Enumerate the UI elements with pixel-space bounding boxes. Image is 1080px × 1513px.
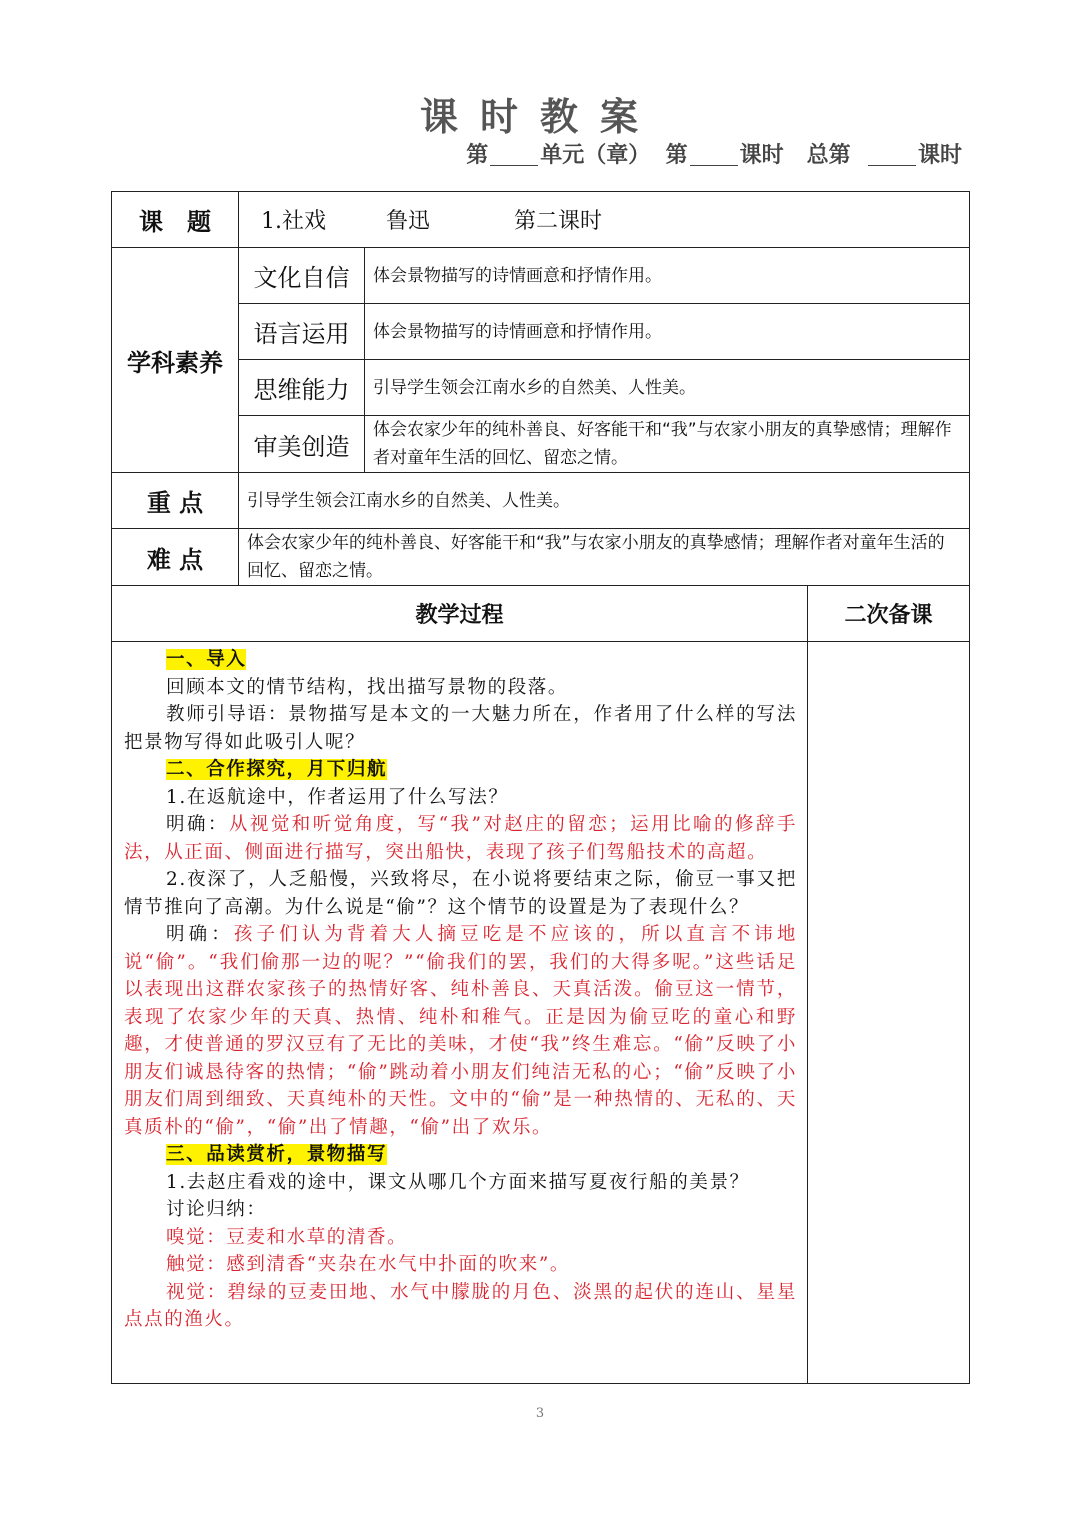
- lesson-count-line: [466, 138, 962, 169]
- paragraph: 讨论归纳：: [166, 1199, 267, 1220]
- topic-value: [239, 192, 970, 248]
- section-title-explore: 二、合作探究，月下归航: [166, 759, 388, 780]
- answer-text: 从视觉和听觉角度，写“我”对赵庄的留恋；运用比喻的修辞手法，从正面、侧面进行描写，突出船快，表现了孩子们驾船技术的高超。: [124, 814, 797, 863]
- section-title-appreciate: 三、品读赏析，景物描写: [166, 1144, 388, 1165]
- sense-touch: 触觉：感到清香“夹杂在水气中扑面的吹来”。: [166, 1254, 571, 1275]
- process-body-row: [112, 642, 970, 1384]
- process-header-row: [112, 586, 970, 642]
- topic-label: 课 题: [112, 192, 239, 248]
- key-point-row: [112, 473, 970, 529]
- literacy-item-label: 思维能力: [239, 360, 365, 416]
- process-content: [112, 642, 808, 1384]
- literacy-item-text: 体会景物描写的诗情画意和抒情作用。: [365, 248, 970, 304]
- question: 1.在返航途中，作者运用了什么写法？: [166, 786, 509, 808]
- key-point-label: 重 点: [112, 473, 239, 529]
- lesson-label-2: 课时: [917, 143, 962, 168]
- literacy-item-text: 引导学生领会江南水乡的自然美、人性美。: [365, 360, 970, 416]
- literacy-item-text: 体会景物描写的诗情画意和抒情作用。: [365, 304, 970, 360]
- literacy-label: 学科素养: [112, 248, 239, 473]
- literacy-item-label: 文化自信: [239, 248, 365, 304]
- difficult-point-text: 体会农家少年的纯朴善良、好客能干和“我”与农家小朋友的真挚感情；理解作者对童年生活的回忆、留恋之情。: [239, 529, 970, 586]
- answer-text: 孩子们认为背着大人摘豆吃是不应该的，所以直言不讳地说“偷”。“我们偷那一边的呢？”“偷我们的罢，我们的大得多呢。”这些话足以表现出这群农家孩子的热情好客、纯朴善良、天真活泼。偷豆这一情节，表现了农家少年的天真、热情、纯朴和稚气。正是因为偷豆吃的童心和野趣，才使普通的罗汉豆有了无比的美味，才使“我”终生难忘。“偷”反映了小朋友们诚恳待客的热情；“偷”跳动着小朋友们纯洁无私的心；“偷”反映了小朋友们周到细致、天真纯朴的天性。文中的“偷”是一种热情的、无私的、天真质朴的“偷”，“偷”出了情趣，“偷”出了欢乐。: [124, 924, 797, 1138]
- answer-prefix: 明确：: [166, 924, 234, 945]
- topic-author: 鲁迅: [386, 209, 431, 234]
- literacy-item-text: 体会农家少年的纯朴善良、好客能干和“我”与农家小朋友的真挚感情；理解作者对童年生活的回忆、留恋之情。: [365, 416, 970, 473]
- key-point-text: 引导学生领会江南水乡的自然美、人性美。: [239, 473, 970, 529]
- second-prep-notes[interactable]: [808, 642, 970, 1384]
- di-label-1: 第: [466, 143, 489, 168]
- second-prep-header: 二次备课: [808, 586, 970, 642]
- difficult-point-label: 难 点: [112, 529, 239, 586]
- lesson-blank[interactable]: [690, 145, 738, 166]
- topic-period: 第二课时: [514, 209, 603, 234]
- paragraph: 回顾本文的情节结构，找出描写景物的段落。: [166, 676, 569, 698]
- answer-prefix: 明确：: [166, 814, 229, 835]
- lesson-plan-table: [111, 191, 970, 1384]
- lesson-label: 课时: [739, 143, 784, 168]
- literacy-row-4: [112, 416, 970, 473]
- literacy-item-label: 语言运用: [239, 304, 365, 360]
- process-header: 教学过程: [112, 586, 808, 642]
- topic-row: [112, 192, 970, 248]
- question: 2.夜深了，人乏船慢，兴致将尽，在小说将要结束之际，偷豆一事又把情节推向了高潮。为什么说是“偷”？这个情节的设置是为了表现什么？: [124, 869, 797, 918]
- topic-lesson-title: 1.社戏: [261, 209, 326, 234]
- unit-label: 单元（章）: [540, 143, 651, 168]
- unit-blank[interactable]: [490, 145, 538, 166]
- page-title: 课时教案: [419, 94, 660, 139]
- question: 1.去赵庄看戏的途中，课文从哪几个方面来描写夏夜行船的美景？: [166, 1171, 750, 1193]
- total-label: 总第: [806, 143, 851, 168]
- literacy-item-label: 审美创造: [239, 416, 365, 473]
- literacy-row-2: [112, 304, 970, 360]
- section-title-intro: 一、导入: [166, 649, 247, 670]
- literacy-row-1: [112, 248, 970, 304]
- difficult-point-row: [112, 529, 970, 586]
- di-label-2: 第: [665, 143, 688, 168]
- total-blank[interactable]: [868, 145, 916, 166]
- page-number: 3: [535, 1406, 545, 1421]
- sense-smell: 嗅觉：豆麦和水草的清香。: [166, 1226, 408, 1248]
- literacy-row-3: [112, 360, 970, 416]
- sense-sight: 视觉：碧绿的豆麦田地、水气中朦胧的月色、淡黑的起伏的连山、星星点点的渔火。: [124, 1281, 797, 1330]
- paragraph: 教师引导语：景物描写是本文的一大魅力所在，作者用了什么样的写法把景物写得如此吸引人呢？: [124, 704, 797, 753]
